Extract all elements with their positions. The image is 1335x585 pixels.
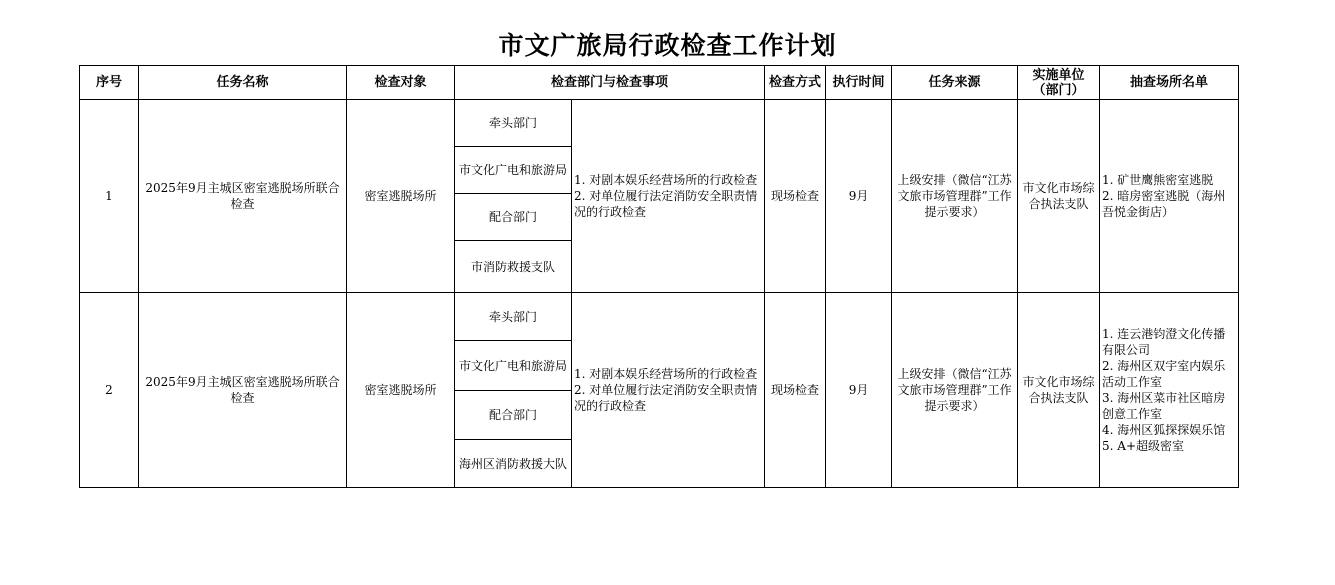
row-time: 9月	[826, 293, 892, 488]
row-target: 密室逃脱场所	[347, 100, 455, 293]
row-unit: 市文化市场综合执法支队	[1018, 293, 1100, 488]
check-item: 1. 对剧本娱乐经营场所的行政检查	[574, 367, 758, 381]
lead-dept-label: 牵头部门	[455, 293, 572, 341]
row-method: 现场检查	[765, 293, 826, 488]
site-item: 3. 海州区菜市社区暗房创意工作室	[1102, 391, 1226, 421]
page-title: 市文广旅局行政检查工作计划	[498, 31, 837, 60]
site-item: 1. 连云港钧澄文化传播有限公司	[1102, 327, 1226, 357]
header-time: 执行时间	[826, 66, 892, 100]
row-method: 现场检查	[765, 100, 826, 293]
row-seq: 1	[80, 100, 139, 293]
header-seq: 序号	[80, 66, 139, 100]
row-time: 9月	[826, 100, 892, 293]
check-items	[572, 100, 765, 293]
coop-dept-label: 配合部门	[455, 391, 572, 440]
row-source: 上级安排（微信“江苏文旅市场管理群”工作提示要求）	[892, 293, 1018, 488]
row-target: 密室逃脱场所	[347, 293, 455, 488]
site-list	[1100, 100, 1239, 293]
table-row	[80, 100, 1239, 147]
header-method: 检查方式	[765, 66, 826, 100]
coop-dept-label: 配合部门	[455, 194, 572, 241]
check-items	[572, 293, 765, 488]
check-item: 1. 对剧本娱乐经营场所的行政检查	[574, 173, 758, 187]
table-row	[80, 293, 1239, 341]
site-item: 4. 海州区狐探探娱乐馆	[1102, 423, 1226, 437]
coop-dept-name: 市消防救援支队	[455, 241, 572, 293]
lead-dept-name: 市文化广电和旅游局	[455, 341, 572, 391]
lead-dept-label: 牵头部门	[455, 100, 572, 147]
site-item: 5. A+超级密室	[1102, 439, 1185, 453]
header-dept-items: 检查部门与检查事项	[455, 66, 765, 100]
site-item: 1. 矿世鹰熊密室逃脱	[1102, 173, 1214, 187]
coop-dept-name: 海州区消防救援大队	[455, 440, 572, 488]
row-seq: 2	[80, 293, 139, 488]
check-item: 2. 对单位履行法定消防安全职责情况的行政检查	[574, 189, 758, 219]
row-source: 上级安排（微信“江苏文旅市场管理群”工作提示要求）	[892, 100, 1018, 293]
header-task-name: 任务名称	[139, 66, 347, 100]
inspection-plan-table	[79, 65, 1239, 488]
row-task-name: 2025年9月主城区密室逃脱场所联合检查	[139, 100, 347, 293]
lead-dept-name: 市文化广电和旅游局	[455, 147, 572, 194]
header-target: 检查对象	[347, 66, 455, 100]
check-item: 2. 对单位履行法定消防安全职责情况的行政检查	[574, 383, 758, 413]
row-unit: 市文化市场综合执法支队	[1018, 100, 1100, 293]
site-item: 2. 海州区双宇室内娱乐活动工作室	[1102, 359, 1226, 389]
header-unit: 实施单位（部门）	[1018, 66, 1100, 100]
row-task-name: 2025年9月主城区密室逃脱场所联合检查	[139, 293, 347, 488]
site-list	[1100, 293, 1239, 488]
header-sites: 抽查场所名单	[1100, 66, 1239, 100]
table-header-row	[80, 66, 1239, 100]
site-item: 2. 暗房密室逃脱（海州吾悦金街店）	[1102, 189, 1226, 219]
header-source: 任务来源	[892, 66, 1018, 100]
